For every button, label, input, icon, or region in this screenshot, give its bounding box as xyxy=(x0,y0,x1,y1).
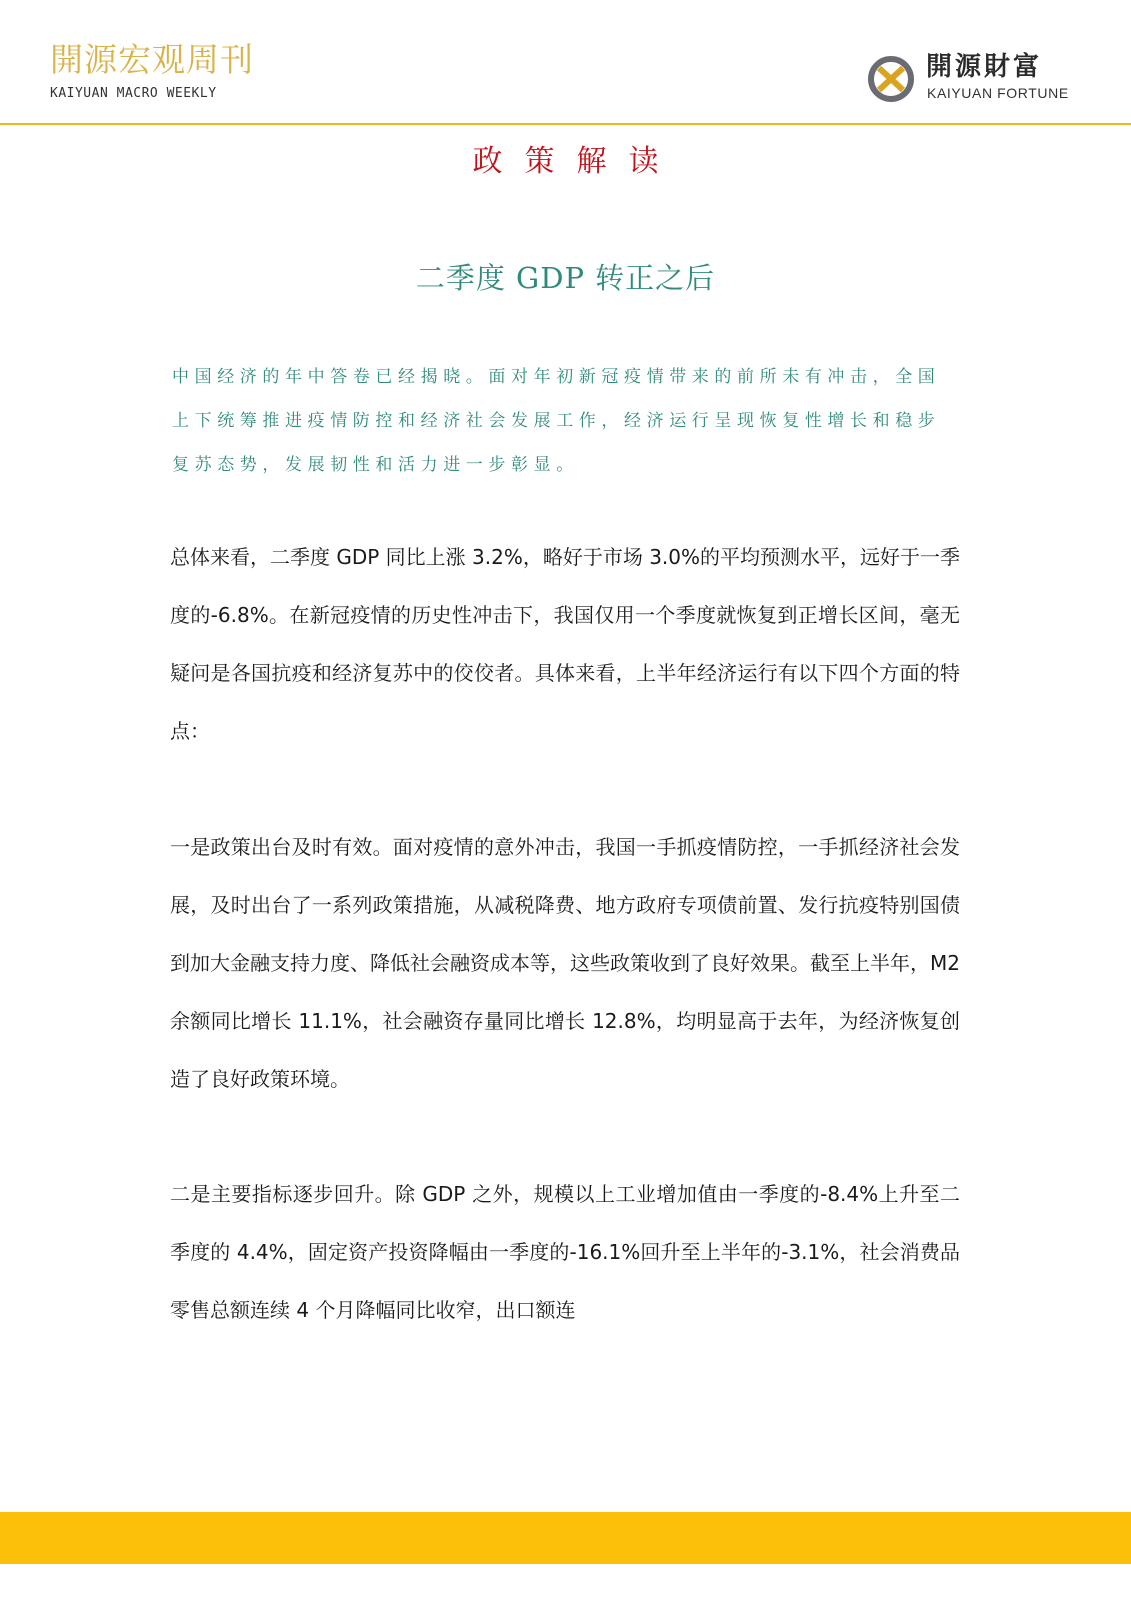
logo-chinese-name: 開源財富 xyxy=(926,52,1043,82)
article-summary: 中国经济的年中答卷已经揭晓。面对年初新冠疫情带来的前所未有冲击，全国上下统筹推进疫情防控和经济社会发展工作，经济运行呈现恢复性增长和稳步复苏态势，发展韧性和活力进一步彰显。 xyxy=(172,367,941,475)
logo-english-name: KAIYUAN FORTUNE xyxy=(927,85,1069,101)
body-paragraph-1: 总体来看，二季度 GDP 同比上涨 3.2%，略好于市场 3.0%的平均预测水平，远好于一季度的-6.8%。在新冠疫情的历史性冲击下，我国仅用一个季度就恢复到正增长区间，毫无疑问是各国抗疫和经济复苏中的佼佼者。具体来看，上半年经济运行有以下四个方面的特点： xyxy=(170,545,961,743)
body-paragraph-2: 一是政策出台及时有效。面对疫情的意外冲击，我国一手抓疫情防控，一手抓经济社会发展，及时出台了一系列政策措施，从减税降费、地方政府专项债前置、发行抗疫特别国债到加大金融支持力度、降低社会融资成本等，这些政策收到了良好效果。截至上半年，M2 余额同比增长 11.1%，社会融资存量同比增长 12.8%，均明显高于去年，为经济恢复创造了良好政策环境。 xyxy=(170,835,960,1091)
article-title: 二季度 GDP 转正之后 xyxy=(415,261,716,295)
kaiyuan-logo xyxy=(866,52,1086,106)
footer-bar xyxy=(0,1512,1131,1564)
brand-title: 開源宏观周刊 xyxy=(50,40,254,79)
header-divider xyxy=(0,123,1131,125)
section-title: 政策解读 xyxy=(472,144,681,179)
brand-subtitle: KAIYUAN MACRO WEEKLY xyxy=(50,86,217,101)
kaiyuan-logo-icon xyxy=(866,54,916,104)
body-paragraph-3: 二是主要指标逐步回升。除 GDP 之外，规模以上工业增加值由一季度的-8.4%上升至二季度的 4.4%，固定资产投资降幅由一季度的-16.1%回升至上半年的-3.1%，社会消费品零售总额连续 4 个月降幅同比收窄，出口额连 xyxy=(170,1182,960,1322)
header-brand xyxy=(50,40,254,101)
